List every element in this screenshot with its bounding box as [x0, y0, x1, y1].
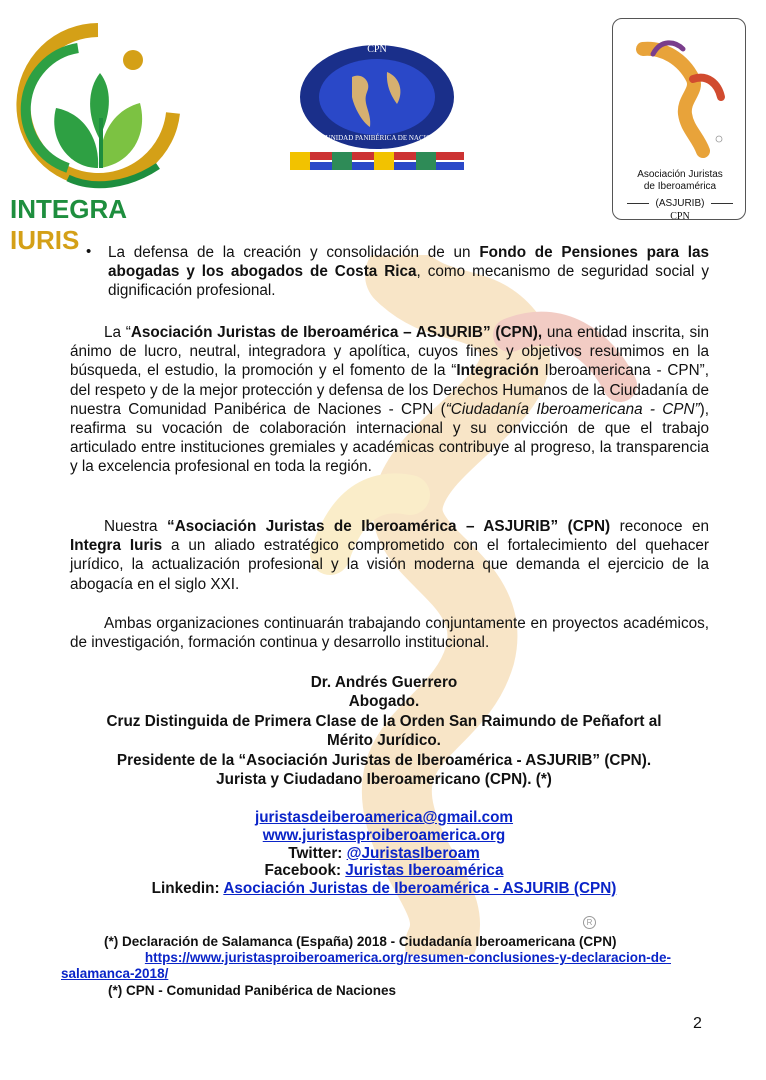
website-link[interactable]: www.juristasproiberoamerica.org — [262, 826, 506, 844]
signer-title: Abogado. — [348, 693, 420, 711]
bullet-icon: • — [86, 243, 92, 260]
cpn-logo — [282, 42, 472, 172]
paragraph-asjurib: La “Asociación Juristas de Iberoamérica – ASJURIB” (CPN), una entidad inscrita, sin ánimo de lucro, neutral, integradora y apolítica, cuyos fines y objetivos resumimos en la búsqueda, el estudio, la promoción y el fomento de la “Integración Iberoamericana - CPN”, del respeto y de la mejor protección y defensa de los Derechos Humanos de la Ciudadanía de nuestra Comunidad Panibérica de Naciones - CPN (“Ciudadanía Iberoamericana - CPN”), reafirma su vocación de colaboración internacional y su convicción de que el trabajo articulado entre instituciones gremiales y académicas contribuye al progreso, la transparencia y la excelencia profesional en toda la región. — [70, 324, 709, 476]
twitter-link[interactable]: @JuristasIberoam — [346, 844, 480, 862]
footnote-cpn: (*) CPN - Comunidad Panibérica de Naciones — [108, 983, 397, 998]
divider — [711, 203, 733, 204]
email-link[interactable]: juristasdeiberoamerica@gmail.com — [254, 809, 514, 826]
asjurib-map-icon — [613, 19, 745, 159]
integra-iuris-logo — [8, 18, 188, 255]
signer-citizen: Jurista y Ciudadano Iberoamericano (CPN). (*) — [216, 771, 552, 789]
footnote-url-link[interactable]: https://www.juristasproiberoamerica.org/resumen-conclusiones-y-declaracion-de- — [144, 950, 671, 965]
bullet-paragraph: La defensa de la creación y consolidación de un Fondo de Pensiones para las abogadas y los abogados de Costa Rica, como mecanismo de seguridad social y dignificación profesional. — [108, 244, 709, 300]
footnote-declaration: (*) Declaración de Salamanca (España) 2018 - Ciudadanía Iberoamericana (CPN) — [104, 934, 617, 949]
facebook-link[interactable]: Juristas Iberoamérica — [345, 862, 504, 880]
flag-strip — [290, 152, 464, 170]
footnote-url-line — [61, 950, 671, 966]
linkedin-label: Linkedin: — [151, 880, 224, 898]
signature-block — [60, 673, 708, 789]
footnote-url-link-cont[interactable]: salamanca-2018/ — [61, 966, 169, 981]
cpn-ring-text: COMUNIDAD PANIBÉRICA DE NACIONES — [309, 134, 445, 142]
paragraph-integra: Nuestra “Asociación Juristas de Iberoamérica – ASJURIB” (CPN) reconoce en Integra Iuris a un aliado estratégico comprometido con el fortalecimiento del quehacer jurídico, la actualización profesional y la visión moderna que demanda el ejercicio de la abogacía en el siglo XXI. — [70, 518, 710, 593]
paragraph-cooperation: Ambas organizaciones continuarán trabajando conjuntamente en proyectos académicos, de investigación, formación continua y desarrollo institucional. — [70, 615, 709, 652]
asjurib-abbr: (ASJURIB) — [655, 198, 705, 209]
signer-honor: Cruz Distinguida de Primera Clase de la Orden San Raimundo de Peñafort al — [106, 712, 662, 730]
page-number: 2 — [693, 1015, 702, 1032]
footnote-url-line2 — [61, 966, 168, 982]
asjurib-cpn: CPN — [670, 211, 690, 222]
twitter-label: Twitter: — [288, 844, 347, 862]
linkedin-link[interactable]: Asociación Juristas de Iberoamérica - ASJURIB (CPN) — [223, 880, 617, 898]
contact-block — [60, 809, 708, 898]
signer-honor-cont: Mérito Jurídico. — [327, 732, 441, 750]
asjurib-logo — [612, 18, 746, 220]
facebook-label: Facebook: — [264, 862, 346, 880]
integra-emblem-icon — [8, 18, 188, 193]
integra-wordmark: INTEGRA IURIS — [10, 194, 127, 255]
cpn-top-label: CPN — [367, 44, 387, 55]
signer-president: Presidente de la “Asociación Juristas de Iberoamérica - ASJURIB” (CPN). — [116, 751, 652, 769]
registered-mark-icon: R — [583, 916, 596, 929]
asjurib-name: Asociación Juristas de Iberoamérica — [637, 169, 723, 192]
cpn-globe-icon — [282, 42, 472, 172]
signer-name: Dr. Andrés Guerrero — [310, 674, 458, 691]
